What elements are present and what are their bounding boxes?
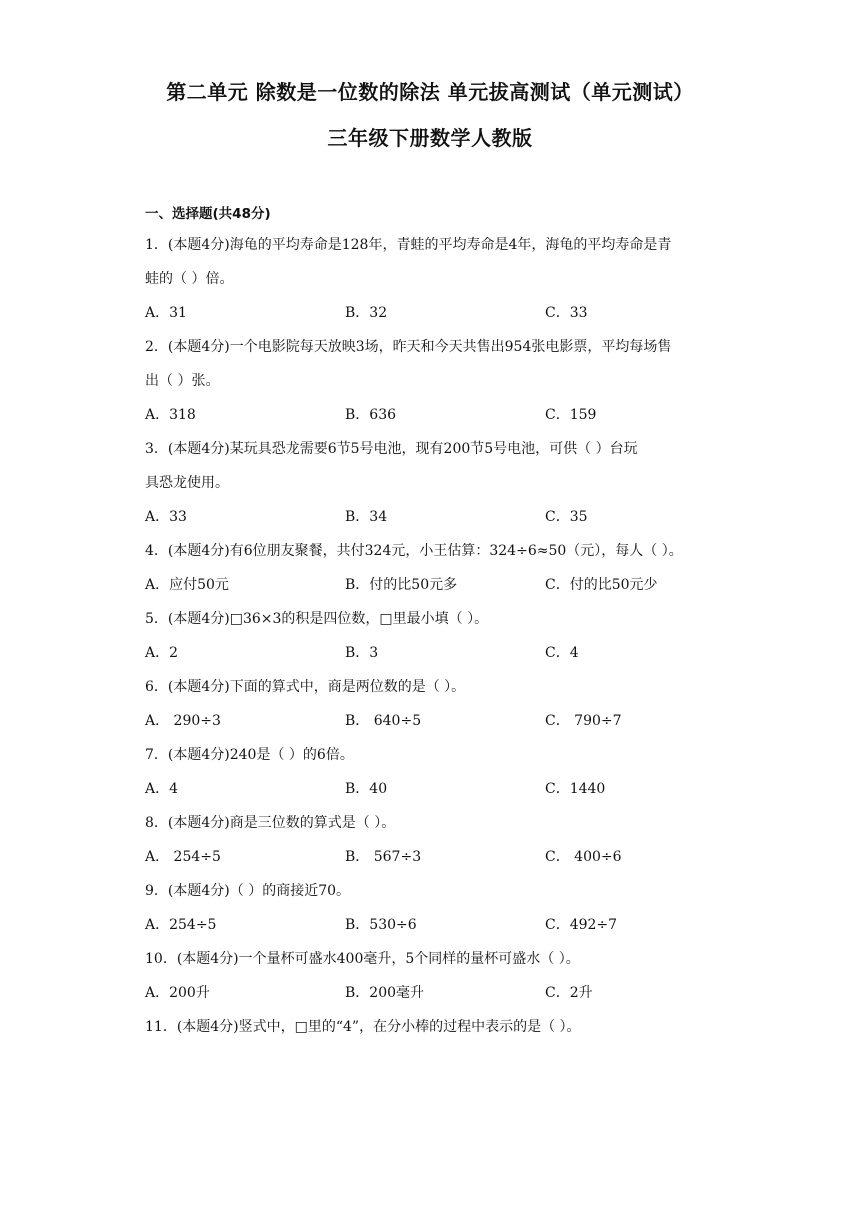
answer-option-a: A．4 [145, 781, 179, 797]
answer-option-a: A．2 [145, 645, 179, 661]
answer-option-b: B．530÷6 [345, 917, 417, 933]
answer-option-a: A．318 [145, 407, 196, 423]
answer-option-b: B．付的比50元多 [345, 577, 458, 593]
question-text: 9．(本题4分)（ ）的商接近70。 [145, 883, 351, 899]
answer-option-c: C．492÷7 [545, 917, 618, 933]
question-text: 3．(本题4分)某玩具恐龙需要6节5号电池，现有200节5号电池，可供（ ）台玩 [145, 441, 638, 457]
answer-option-c: C． 400÷6 [545, 849, 622, 865]
answer-options [145, 568, 725, 602]
answer-option-c: C．4 [545, 645, 579, 661]
answer-options [145, 976, 725, 1010]
question-text: 5．(本题4分)□36×3的积是四位数，□里最小填（ ）。 [145, 611, 489, 627]
answer-option-b: B．40 [345, 781, 388, 797]
question-text: 2．(本题4分)一个电影院每天放映3场，昨天和今天共售出954张电影票，平均每场售 [145, 339, 672, 355]
question-text: 4．(本题4分)有6位朋友聚餐，共付324元，小王估算：324÷6≈50（元），每人（ ）。 [145, 543, 683, 559]
answer-options [145, 296, 725, 330]
question-text: 6．(本题4分)下面的算式中，商是两位数的是（ ）。 [145, 679, 466, 695]
answer-option-a: A．200升 [145, 985, 210, 1001]
answer-options [145, 704, 725, 738]
answer-options [145, 908, 725, 942]
question-text: 7．(本题4分)240是（ ）的6倍。 [145, 747, 354, 763]
answer-option-b: B．32 [345, 305, 388, 321]
answer-option-c: C．付的比50元少 [545, 577, 658, 593]
answer-option-a: A．31 [145, 305, 187, 321]
question-text: 出（ ）张。 [145, 373, 220, 389]
question-item [145, 874, 725, 942]
question-list [145, 228, 725, 1044]
question-item [145, 738, 725, 806]
answer-options [145, 636, 725, 670]
answer-options [145, 772, 725, 806]
answer-option-b: B． 640÷5 [345, 713, 422, 729]
question-item [145, 942, 725, 1010]
question-item [145, 228, 725, 330]
answer-option-a: A．33 [145, 509, 187, 525]
question-text: 10．(本题4分)一个量杯可盛水400毫升，5个同样的量杯可盛水（ ）。 [145, 951, 580, 967]
question-text: 1．(本题4分)海龟的平均寿命是128年，青蛙的平均寿命是4年，海龟的平均寿命是青 [145, 237, 672, 253]
question-item [145, 330, 725, 432]
question-item [145, 534, 725, 602]
answer-option-c: C．35 [545, 509, 588, 525]
answer-option-c: C．1440 [545, 781, 606, 797]
answer-options [145, 500, 725, 534]
answer-option-a: A．应付50元 [145, 577, 229, 593]
answer-option-a: A． 254÷5 [145, 849, 221, 865]
answer-option-b: B． 567÷3 [345, 849, 422, 865]
answer-option-a: A．254÷5 [145, 917, 217, 933]
answer-option-c: C．2升 [545, 985, 593, 1001]
answer-options [145, 398, 725, 432]
question-item [145, 806, 725, 874]
answer-option-b: B．636 [345, 407, 397, 423]
question-text: 11．(本题4分)竖式中，□里的“4”，在分小棒的过程中表示的是（ ）。 [145, 1019, 581, 1035]
answer-option-b: B．34 [345, 509, 388, 525]
question-text: 蛙的（ ）倍。 [145, 271, 234, 287]
answer-option-b: B．3 [345, 645, 379, 661]
answer-option-c: C．159 [545, 407, 597, 423]
answer-option-b: B．200毫升 [345, 985, 425, 1001]
answer-option-c: C．33 [545, 305, 588, 321]
question-item [145, 432, 725, 534]
page-title: 第二单元 除数是一位数的除法 单元拔高测试（单元测试） [166, 80, 694, 104]
question-item [145, 1010, 725, 1044]
question-text: 具恐龙使用。 [145, 475, 229, 491]
question-text: 8．(本题4分)商是三位数的算式是（ ）。 [145, 815, 396, 831]
section-heading: 一、选择题(共48分) [145, 206, 271, 222]
answer-options [145, 840, 725, 874]
question-item [145, 670, 725, 738]
question-item [145, 602, 725, 670]
answer-option-c: C． 790÷7 [545, 713, 622, 729]
answer-option-a: A． 290÷3 [145, 713, 221, 729]
page-subtitle: 三年级下册数学人教版 [327, 126, 533, 150]
